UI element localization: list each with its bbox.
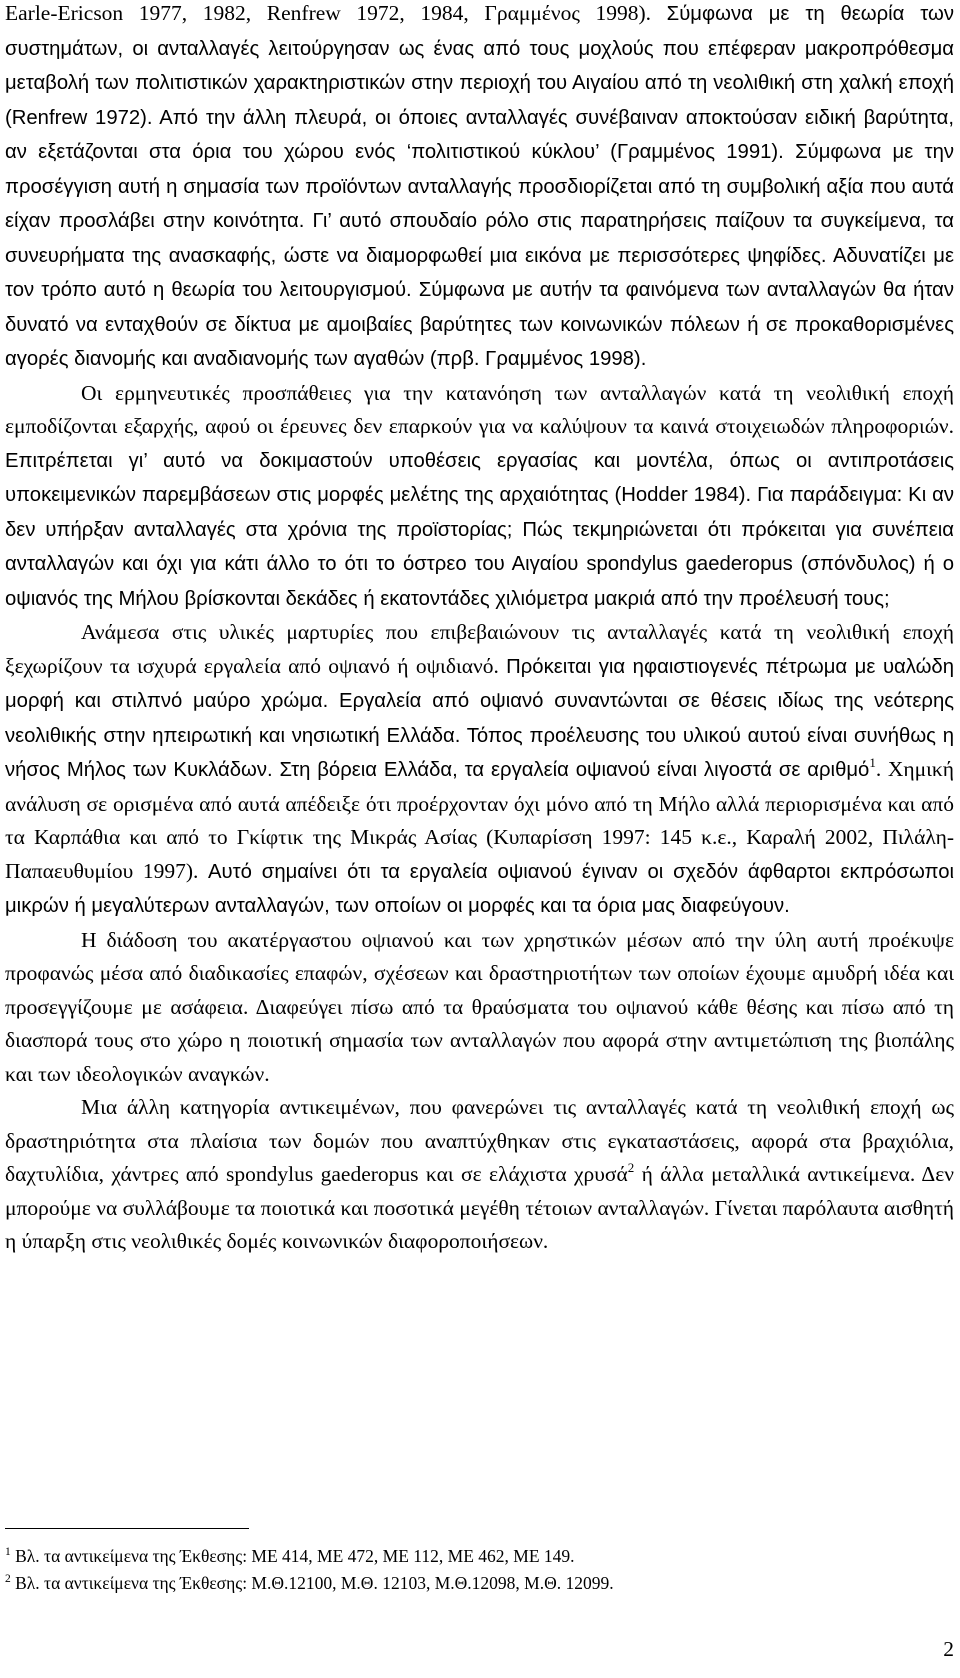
- footnote-reference: 2: [627, 1160, 635, 1175]
- footnote-number: 1: [5, 1546, 11, 1558]
- text-run: Ανάμεσα στις υλικές μαρτυρίες που επιβεβαιώνουν τις ανταλλαγές κατά τη νεολιθική εποχή ξεχωρίζουν τα ισχυρά εργαλεία από οψιανό ή οψιδιανό.: [5, 620, 954, 678]
- footnote-number: 2: [5, 1573, 11, 1585]
- text-run: ή άλλα μεταλλικά αντικείμενα. Δεν μπορούμε να συλλάβουμε τα ποιοτικά και ποσοτικά μεγέθη τέτοιων ανταλλαγών. Γίνεται παρόλαυτα αισθητή η ύπαρξη στις νεολιθικές δομές κοινωνικών διαφοροποιήσεων.: [5, 1162, 954, 1253]
- text-run: Οι ερμηνευτικές προσπάθειες για την κατανόηση των ανταλλαγών κατά τη νεολιθική εποχή εμποδίζονται εξαρχής, αφού οι έρευνες δεν επαρκούν για να καλύψουν τα καινά στοιχειωδών πληροφοριών.: [5, 380, 954, 438]
- paragraph: [5, 0, 954, 377]
- paragraph: [5, 377, 954, 617]
- footnote-text: Βλ. τα αντικείμενα της Έκθεσης: ΜΕ 414, ΜΕ 472, ΜΕ 112, ΜΕ 462, ΜΕ 149.: [10, 1546, 575, 1566]
- paragraph: [5, 1091, 954, 1259]
- footnote-reference: 1: [869, 755, 876, 770]
- footnote: [5, 1570, 954, 1597]
- text-run: Σύμφωνα με τη θεωρία των συστημάτων, οι ανταλλαγές λειτούργησαν ως ένας από τους μοχλούς που επέφεραν μακροπρόθεσμα μεταβολή των πολιτιστικών χαρακτηριστικών στην περιοχή του Αιγαίου από τη νεολιθική στη χαλκή εποχή (Renfrew 1972). Από την άλλη πλευρά, οι όποιες ανταλλαγές συνέβαιναν αποκτούσαν ειδική βαρύτητα, αν εξετάζονται στα όρια του χώρου ενός ‘πολιτιστικού κύκλου’ (Γραμμένος 1991). Σύμφωνα με την προσέγγιση αυτή η σημασία των προϊόντων ανταλλαγής προσδιορίζεται από τη συμβολική αξία που αυτά είχαν προσλάβει στην κοινότητα. Γι’ αυτό σπουδαίο ρόλο στις παρατηρήσεις παίζουν τα συγκείμενα, τα συνευρήματα της ανασκαφής, ώστε να διαμορφωθεί μια εικόνα με περισσότερες ψηφίδες. Αδυνατίζει με τον τρόπο αυτό η θεωρία του λειτουργισμού. Σύμφωνα με αυτήν τα φαινόμενα των ανταλλαγών θα ήταν δυνατό να ενταχθούν σε δίκτυα με αμοιβαίες βαρύτητες των κοινωνικών πόλεων ή σε προκαθορισμένες αγορές διανομής και αναδιανομής των αγαθών (πρβ. Γραμμένος 1998).: [5, 3, 954, 370]
- body-text: [5, 0, 954, 1259]
- text-run: . Χημική ανάλυση σε ορισμένα από αυτά απέδειξε ότι προέρχονταν όχι μόνο από τη Μήλο αλλά περιορισμένα και από τα Καρπάθια και από το Γκίφτικ της Μικράς Ασίας (Κυπαρίσση 1997: 145 κ.ε., Καραλή 2002, Πιλάλη-Παπαευθυμίου 1997).: [5, 757, 954, 883]
- text-run: Επιτρέπεται γι’ αυτό να δοκιμαστούν υποθέσεις εργασίας και μοντέλα, όπως οι αντιπροτάσεις υποκειμενικών παρεμβάσεων στις μορφές μελέτης της αρχαιότητας (Hodder 1984). Για παράδειγμα: Κι αν δεν υπήρξαν ανταλλαγές στα χρόνια της προϊστορίας; Πώς τεκμηριώνεται ότι πρόκειται για συνέπεια ανταλλαγών και όχι για κάτι άλλο το ότι το όστρεο του Αιγαίου spondylus gaederopus (σπόνδυλος) ή ο οψιανός της Μήλου βρίσκονται δεκάδες ή εκατοντάδες χιλιόμετρα μακριά από την προέλευσή τους;: [5, 449, 954, 610]
- footnote-separator: [5, 1528, 249, 1529]
- footnote-text: Βλ. τα αντικείμενα της Έκθεσης: Μ.Θ.12100, Μ.Θ. 12103, Μ.Θ.12098, Μ.Θ. 12099.: [10, 1573, 614, 1593]
- paragraph: [5, 924, 954, 1092]
- footnotes: [5, 1543, 954, 1597]
- text-run: Η διάδοση του ακατέργαστου οψιανού και των χρηστικών μέσων από την ύλη αυτή προέκυψε προφανώς μέσα από διαδικασίες επαφών, σχέσεων και δραστηριοτήτων των οποίων έχουμε αμυδρή ιδέα και προσεγγίζουμε με ασάφεια. Διαφεύγει πίσω από τα θραύσματα του οψιανού κάθε θέσης και πίσω από τη διασπορά τους στο χώρο η ποιοτική σημασία των ανταλλαγών που αφορά στην αντιμετώπιση της βιοπάλης και των ιδεολογικών αναγκών.: [5, 927, 954, 1086]
- text-run: Μια άλλη κατηγορία αντικειμένων, που φανερώνει τις ανταλλαγές κατά τη νεολιθική εποχή ως δραστηριότητα στα πλαίσια των δομών που αναπτύχθηκαν στις εγκαταστάσεις, αφορά στα βραχιόλια, δαχτυλίδια, χάντρες από spondylus gaederopus και σε ελάχιστα χρυσά: [5, 1095, 954, 1186]
- page-number: 2: [943, 1637, 954, 1661]
- footnote: [5, 1543, 954, 1570]
- text-run: Earle-Ericson 1977, 1982, Renfrew 1972, 1984, Γραμμένος 1998).: [5, 1, 667, 25]
- text-run: Αυτό σημαίνει ότι τα εργαλεία οψιανού έγιναν οι σχεδόν άφθαρτοι εκπρόσωποι μικρών ή μεγαλύτερων ανταλλαγών, των οποίων οι μορφές και τα όρια μας διαφεύγουν.: [5, 860, 954, 917]
- text-run: Πρόκειται για ηφαιστιογενές πέτρωμα με υαλώδη μορφή και στιλπνό μαύρο χρώμα. Εργαλεία από οψιανό συναντώνται σε θέσεις ιδίως της νεότερης νεολιθικής στην ηπειρωτική και νησιωτική Ελλάδα. Τόπος προέλευσης του υλικού αυτού είναι συνήθως η νήσος Μήλος των Κυκλάδων. Στη βόρεια Ελλάδα, τα εργαλεία οψιανού είναι λιγοστά σε αριθμό: [5, 655, 955, 781]
- paragraph: [5, 616, 954, 924]
